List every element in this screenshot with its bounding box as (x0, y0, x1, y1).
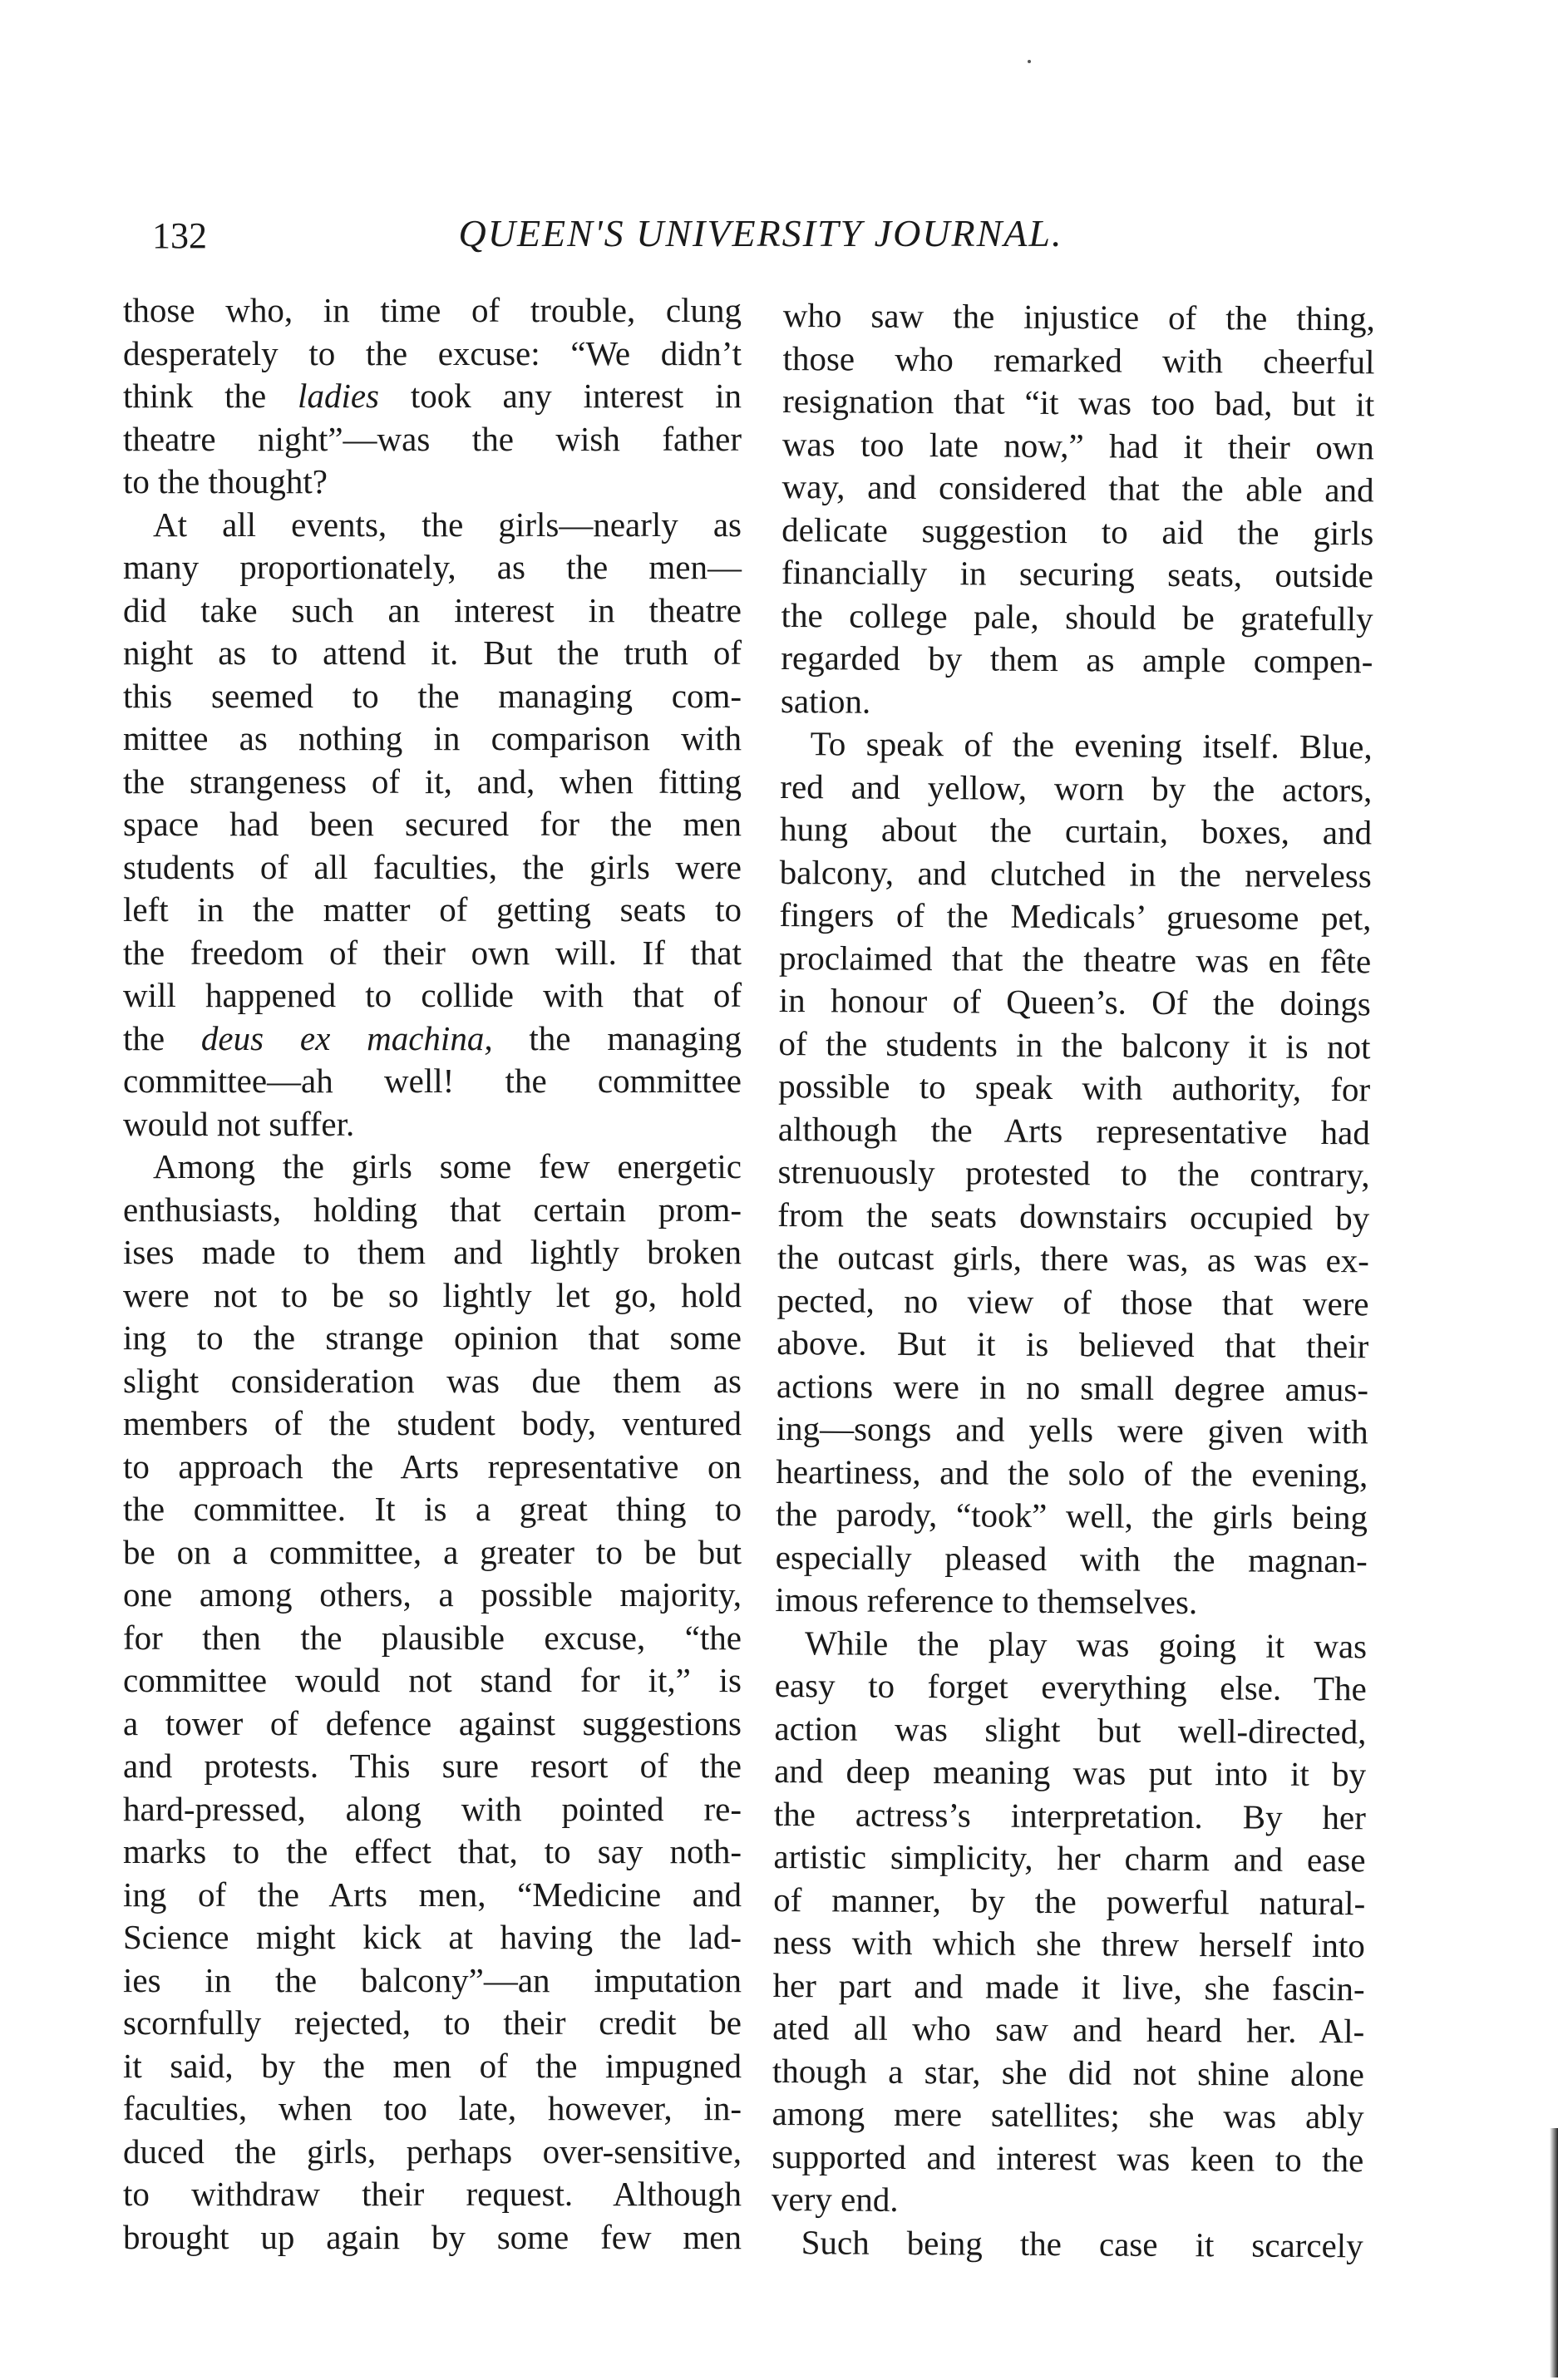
text-line (123, 1531, 742, 1574)
text-line (782, 380, 1374, 426)
line-text: slight consideration was due them as (123, 1361, 742, 1400)
line-text: delicate suggestion to aid the girls (781, 510, 1374, 552)
line-text: way, and considered that the able and (781, 466, 1374, 510)
line-text: While the play was going it was (804, 1623, 1368, 1665)
line-text: brought up again by some few men (123, 2217, 742, 2256)
text-line (773, 1878, 1365, 1924)
text-line (123, 1959, 742, 2003)
text-line (781, 722, 1373, 769)
text-line (783, 294, 1375, 341)
text-line (774, 1750, 1366, 1796)
text-line (123, 2002, 742, 2045)
text-line (772, 2135, 1363, 2181)
text-line (782, 422, 1374, 469)
line-text: duced the girls, perhaps over-sensitive, (123, 2131, 742, 2171)
line-text: hung about the curtain, boxes, and (779, 809, 1373, 852)
line-text: be on a committee, a greater to be but (123, 1532, 742, 1571)
speck (1028, 60, 1031, 63)
text-line (123, 932, 742, 975)
text-line (123, 1360, 742, 1403)
line-text: proclaimed that the theatre was en fête (778, 938, 1372, 980)
text-line (776, 1535, 1368, 1582)
text-line (778, 1065, 1370, 1111)
text-line (123, 1103, 742, 1146)
page-edge-shadow (1550, 2128, 1558, 2378)
text-line (123, 1702, 742, 1746)
line-text: ated all who saw and heard her. Al- (772, 2008, 1365, 2051)
text-line (123, 1574, 742, 1617)
line-text: ing to the strange opinion that some (123, 1318, 742, 1357)
line-text: ises made to them and lightly broken (123, 1233, 742, 1271)
text-line (775, 1579, 1367, 1625)
line-text: red and yellow, worn by the actors, (780, 766, 1373, 809)
line-text: mittee as nothing in comparison with (123, 719, 742, 757)
text-line (123, 2216, 742, 2259)
text-line (777, 1279, 1368, 1325)
text-line (781, 466, 1373, 512)
text-line (772, 2178, 1363, 2225)
line-text: the (123, 1018, 201, 1057)
line-text: of manner, by the powerful natural- (773, 1880, 1366, 1922)
text-line (123, 504, 742, 547)
text-line (123, 2173, 742, 2216)
text-line (123, 1060, 742, 1103)
line-text: this seemed to the managing com- (123, 676, 742, 715)
line-text: one among others, a possible majority, (123, 1575, 742, 1614)
line-text: her part and made it live, she fascin- (772, 1965, 1365, 2008)
line-text: a tower of defence against suggestions (123, 1703, 742, 1742)
line-text: action was slight but well-directed, (774, 1708, 1367, 1751)
line-text: members of the student body, ventured (123, 1404, 742, 1442)
text-line (781, 679, 1373, 726)
line-text: marks to the effect that, to say noth- (123, 1832, 742, 1870)
text-line (123, 1231, 742, 1274)
line-text: financially in securing seats, outside (781, 552, 1374, 595)
line-text: faculties, when too late, however, in- (123, 2089, 742, 2127)
line-text: those who remarked with cheerful (782, 338, 1375, 381)
text-line (123, 589, 742, 633)
line-text: fingers of the Medicals’ gruesome pet, (779, 894, 1372, 938)
text-line (123, 2087, 742, 2131)
text-line (781, 508, 1373, 554)
line-text: heartiness, and the solo of the evening, (776, 1451, 1368, 1494)
text-line (123, 1402, 742, 1446)
text-line (123, 1916, 742, 1959)
line-text: and deep meaning was put into it by (774, 1751, 1367, 1794)
line-text: actions were in no small degree amus- (776, 1366, 1369, 1408)
text-line (780, 808, 1372, 855)
text-line (772, 2220, 1363, 2267)
line-text: would not suffer. (123, 1104, 355, 1143)
line-text: were not to be so lightly let go, hold (123, 1275, 742, 1314)
line-text: the freedom of their own will. If that (123, 933, 742, 972)
line-text: though a star, she did not shine alone (772, 2051, 1365, 2093)
line-text: the managing (492, 1018, 742, 1057)
text-line (123, 1617, 742, 1660)
text-line (777, 1151, 1369, 1197)
line-text: the strangeness of it, and, when fitting (123, 761, 742, 801)
text-line (123, 1659, 742, 1702)
text-line (123, 1446, 742, 1489)
text-line (123, 1189, 742, 1232)
text-line (780, 765, 1372, 811)
line-text: To speak of the evening itself. Blue, (810, 724, 1373, 766)
line-text: to the thought? (123, 462, 328, 500)
text-line (123, 974, 742, 1018)
text-line (777, 1193, 1369, 1239)
line-text: among mere satellites; she was ably (772, 2093, 1364, 2136)
text-line (776, 1450, 1368, 1496)
line-text: enthusiasts, holding that certain prom- (123, 1190, 742, 1229)
text-line (123, 1488, 742, 1531)
line-text: of the students in the balcony it is not (778, 1023, 1371, 1066)
line-text: imous reference to themselves. (775, 1579, 1198, 1622)
line-text: did take such an interest in theatre (123, 590, 742, 629)
text-line (781, 594, 1373, 640)
line-text: the parody, “took” well, the girls being (775, 1494, 1368, 1537)
line-text: ness with which she threw herself into (772, 1922, 1366, 1965)
text-line (123, 1745, 742, 1788)
line-text: especially pleased with the magnan- (775, 1537, 1368, 1579)
text-line (773, 1836, 1365, 1882)
text-line (123, 1788, 742, 1831)
text-line (778, 1107, 1370, 1154)
text-line (123, 803, 742, 846)
line-text: desperately to the excuse: “We didn’t (123, 333, 742, 372)
line-text: left in the matter of getting seats to (123, 890, 742, 929)
line-text: to withdraw their request. Although (123, 2175, 742, 2213)
line-text: committee would not stand for it,” is (123, 1661, 742, 1699)
line-text: possible to speak with authority, for (778, 1066, 1371, 1109)
line-text: the actress’s interpretation. By her (773, 1794, 1366, 1836)
line-text: above. But it is believed that their (777, 1323, 1369, 1366)
text-line (779, 894, 1371, 940)
text-line (772, 2092, 1363, 2139)
text-line (773, 1921, 1365, 1968)
line-text: ing of the Arts men, “Medicine and (123, 1875, 742, 1914)
left-column (123, 289, 742, 2259)
line-text: Such being the case it scarcely (801, 2222, 1363, 2264)
text-line (123, 289, 742, 333)
text-line (781, 637, 1373, 683)
text-line (123, 1874, 742, 1917)
page-number: 132 (152, 215, 207, 256)
line-text: those who, in time of trouble, clung (123, 291, 742, 329)
text-line (782, 337, 1374, 383)
italic-text: ladies (298, 377, 379, 415)
line-text: was too late now,” had it their own (781, 424, 1375, 466)
line-text: resignation that “it was too bad, but it (782, 381, 1375, 424)
line-text: students of all faculties, the girls were (123, 847, 742, 886)
line-text: Among the girls some few energetic (153, 1147, 742, 1185)
text-line (775, 1621, 1367, 1668)
text-line (777, 1364, 1368, 1411)
line-text: ies in the balcony”—an imputation (123, 1960, 742, 1999)
line-text: and protests. This sure resort of the (123, 1747, 742, 1785)
line-text: strenuously protested to the contrary, (777, 1151, 1370, 1195)
line-text: committee—ah well! the committee (123, 1062, 742, 1100)
line-text: the committee. It is a great thing to (123, 1490, 742, 1528)
text-line (123, 889, 742, 932)
line-text: the college pale, should be gratefully (781, 595, 1373, 638)
text-line (775, 1664, 1367, 1711)
line-text: Science might kick at having the lad- (123, 1918, 742, 1956)
line-text: space had been secured for the men (123, 805, 742, 843)
text-line (123, 632, 742, 675)
text-line (777, 1322, 1368, 1368)
text-line (123, 846, 742, 889)
text-line (123, 2131, 742, 2174)
text-line (778, 1022, 1370, 1068)
line-text: for then the plausible excuse, “the (123, 1618, 742, 1657)
text-line (123, 2045, 742, 2088)
line-text: ing—songs and yells were given with (776, 1408, 1368, 1451)
text-line (123, 1146, 742, 1189)
line-text: the outcast girls, there was, as was ex- (777, 1237, 1370, 1280)
line-text: night as to attend it. But the truth of (123, 633, 742, 672)
line-text: artistic simplicity, her charm and ease (773, 1836, 1366, 1880)
line-text: pected, no view of those that were (777, 1280, 1369, 1323)
text-line (776, 1493, 1368, 1540)
text-line (779, 979, 1371, 1026)
line-text: hard-pressed, along with pointed re- (123, 1789, 742, 1828)
line-text: think the (123, 377, 298, 415)
line-text: regarded by them as ample compen- (781, 638, 1373, 681)
text-line (123, 1018, 742, 1061)
text-line (781, 551, 1373, 598)
text-line (123, 375, 742, 418)
italic-text: deus ex machina, (200, 1018, 493, 1057)
text-line (774, 1792, 1366, 1839)
line-text: sation. (780, 681, 871, 721)
line-text: it said, by the men of the impugned (123, 2046, 742, 2085)
text-line (123, 1831, 742, 1874)
text-line (772, 2049, 1364, 2096)
line-text: took any interest in (378, 377, 742, 415)
text-line (123, 717, 742, 761)
text-line (780, 850, 1372, 897)
text-line (779, 936, 1371, 983)
line-text: very end. (771, 2179, 899, 2219)
text-line (772, 2007, 1364, 2053)
text-line (123, 418, 742, 461)
line-text: from the seats downstairs occupied by (777, 1195, 1370, 1237)
text-line (777, 1236, 1369, 1283)
line-text: supported and interest was keen to the (772, 2136, 1364, 2179)
line-text: easy to forget everything else. The (774, 1665, 1367, 1708)
text-line (123, 1317, 742, 1360)
text-line (777, 1407, 1368, 1454)
text-line (123, 546, 742, 589)
text-line (123, 1274, 742, 1318)
line-text: in honour of Queen’s. Of the doings (778, 980, 1371, 1023)
text-line (123, 333, 742, 376)
running-title: QUEEN'S UNIVERSITY JOURNAL. (458, 212, 1063, 254)
line-text: to approach the Arts representative on (123, 1446, 742, 1486)
line-text: many proportionately, as the men— (123, 548, 742, 586)
right-column (772, 294, 1375, 2267)
line-text: although the Arts representative had (777, 1109, 1370, 1151)
line-text: scornfully rejected, to their credit be (123, 2003, 742, 2042)
line-text: will happened to collide with that of (123, 976, 742, 1014)
line-text: who saw the injustice of the thing, (782, 295, 1375, 338)
text-line (123, 761, 742, 804)
line-text: At all events, the girls—nearly as (153, 505, 742, 544)
text-line (123, 675, 742, 718)
line-text: theatre night”—was the wish father (123, 419, 742, 458)
line-text: balcony, and clutched in the nerveless (779, 852, 1372, 894)
text-line (772, 1964, 1364, 2010)
text-line (123, 461, 742, 504)
text-line (774, 1707, 1366, 1753)
